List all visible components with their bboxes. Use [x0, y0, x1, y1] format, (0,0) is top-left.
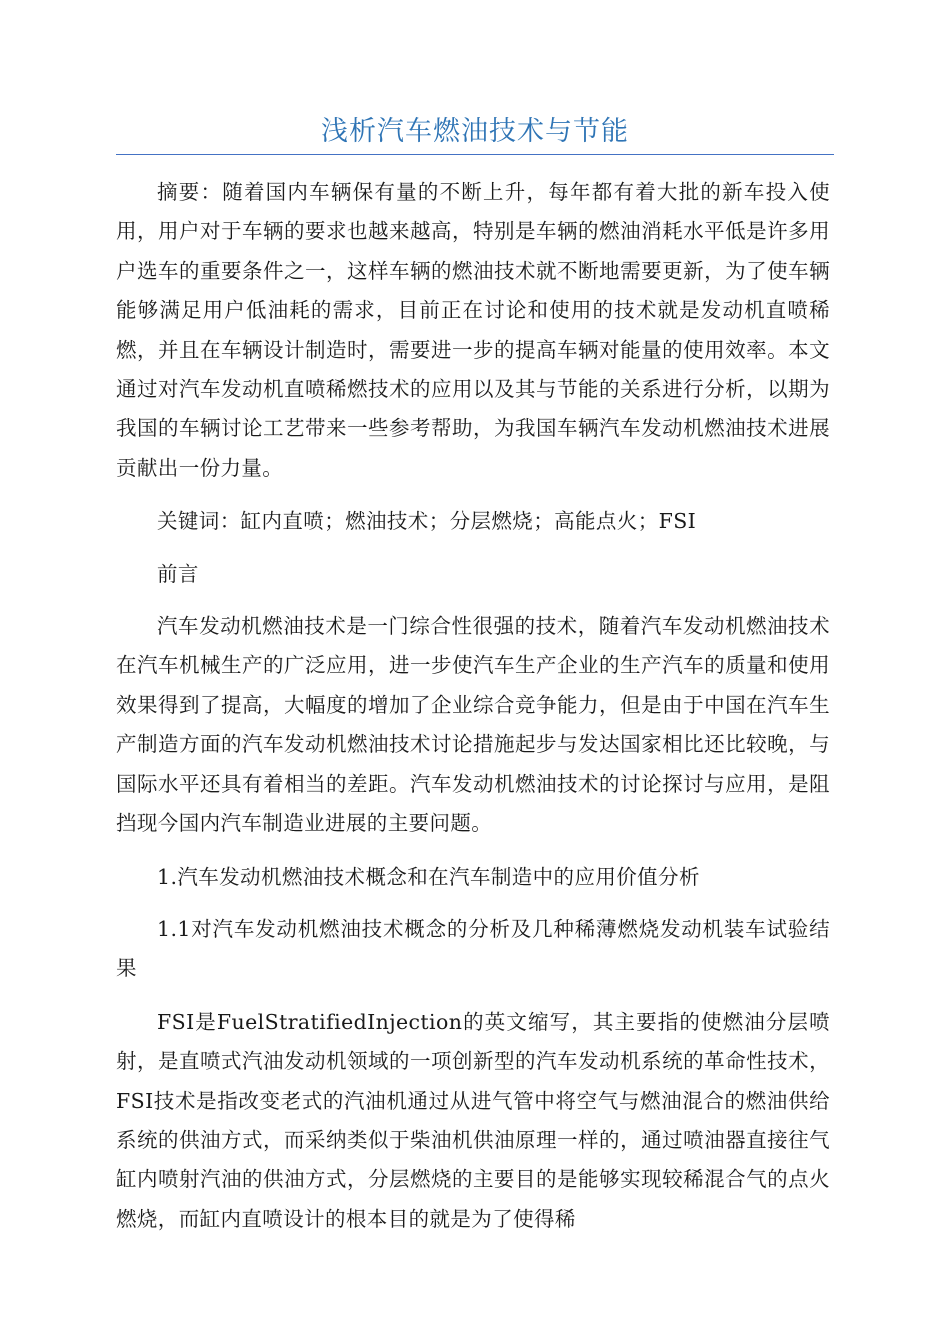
- document-title: 浅析汽车燃油技术与节能: [321, 116, 629, 147]
- preface-heading: 前言: [157, 561, 199, 586]
- abstract-paragraph: 摘要：随着国内车辆保有量的不断上升，每年都有着大批的新车投入使用，用户对于车辆的要求也越来越高，特别是车辆的燃油消耗水平低是许多用户选车的重要条件之一，这样车辆的燃油技术就不断地需要更新，为了使车辆能够满足用户低油耗的需求，目前正在讨论和使用的技术就是发动机直喷稀燃，并且在车辆设计制造时，需要进一步的提高车辆对能量的使用效率。本文通过对汽车发动机直喷稀燃技术的应用以及其与节能的关系进行分析，以期为我国的车辆讨论工艺带来一些参考帮助，为我国车辆汽车发动机燃油技术进展贡献出一份力量。: [116, 180, 830, 480]
- section-1-heading: 1.汽车发动机燃油技术概念和在汽车制造中的应用价值分析: [157, 864, 700, 889]
- preface-paragraph: 汽车发动机燃油技术是一门综合性很强的技术，随着汽车发动机燃油技术在汽车机械生产的广泛应用，进一步使汽车生产企业的生产汽车的质量和使用效果得到了提高，大幅度的增加了企业综合竞争能力，但是由于中国在汽车生产制造方面的汽车发动机燃油技术讨论措施起步与发达国家相比还比较晚，与国际水平还具有着相当的差距。汽车发动机燃油技术的讨论探讨与应用，是阻挡现今国内汽车制造业进展的主要问题。: [116, 614, 830, 836]
- fsi-paragraph: FSI是FuelStratifiedInjection的英文缩写，其主要指的使燃油分层喷射，是直喷式汽油发动机领域的一项创新型的汽车发动机系统的革命性技术，FSI技术是指改变老式的汽油机通过从进气管中将空气与燃油混合的燃油供给系统的供油方式，而采纳类似于柴油机供油原理一样的，通过喷油器直接往气缸内喷射汽油的供油方式，分层燃烧的主要目的是能够实现较稀混合气的点火燃烧，而缸内直喷设计的根本目的就是为了使得稀: [116, 1009, 830, 1231]
- keywords-paragraph: 关键词：缸内直喷；燃油技术；分层燃烧；高能点火；FSI: [157, 509, 697, 534]
- section-1-1-heading: 1.1对汽车发动机燃油技术概念的分析及几种稀薄燃烧发动机装车试验结果: [116, 916, 830, 981]
- title-underline: [116, 154, 834, 155]
- document-body: [116, 173, 830, 1253]
